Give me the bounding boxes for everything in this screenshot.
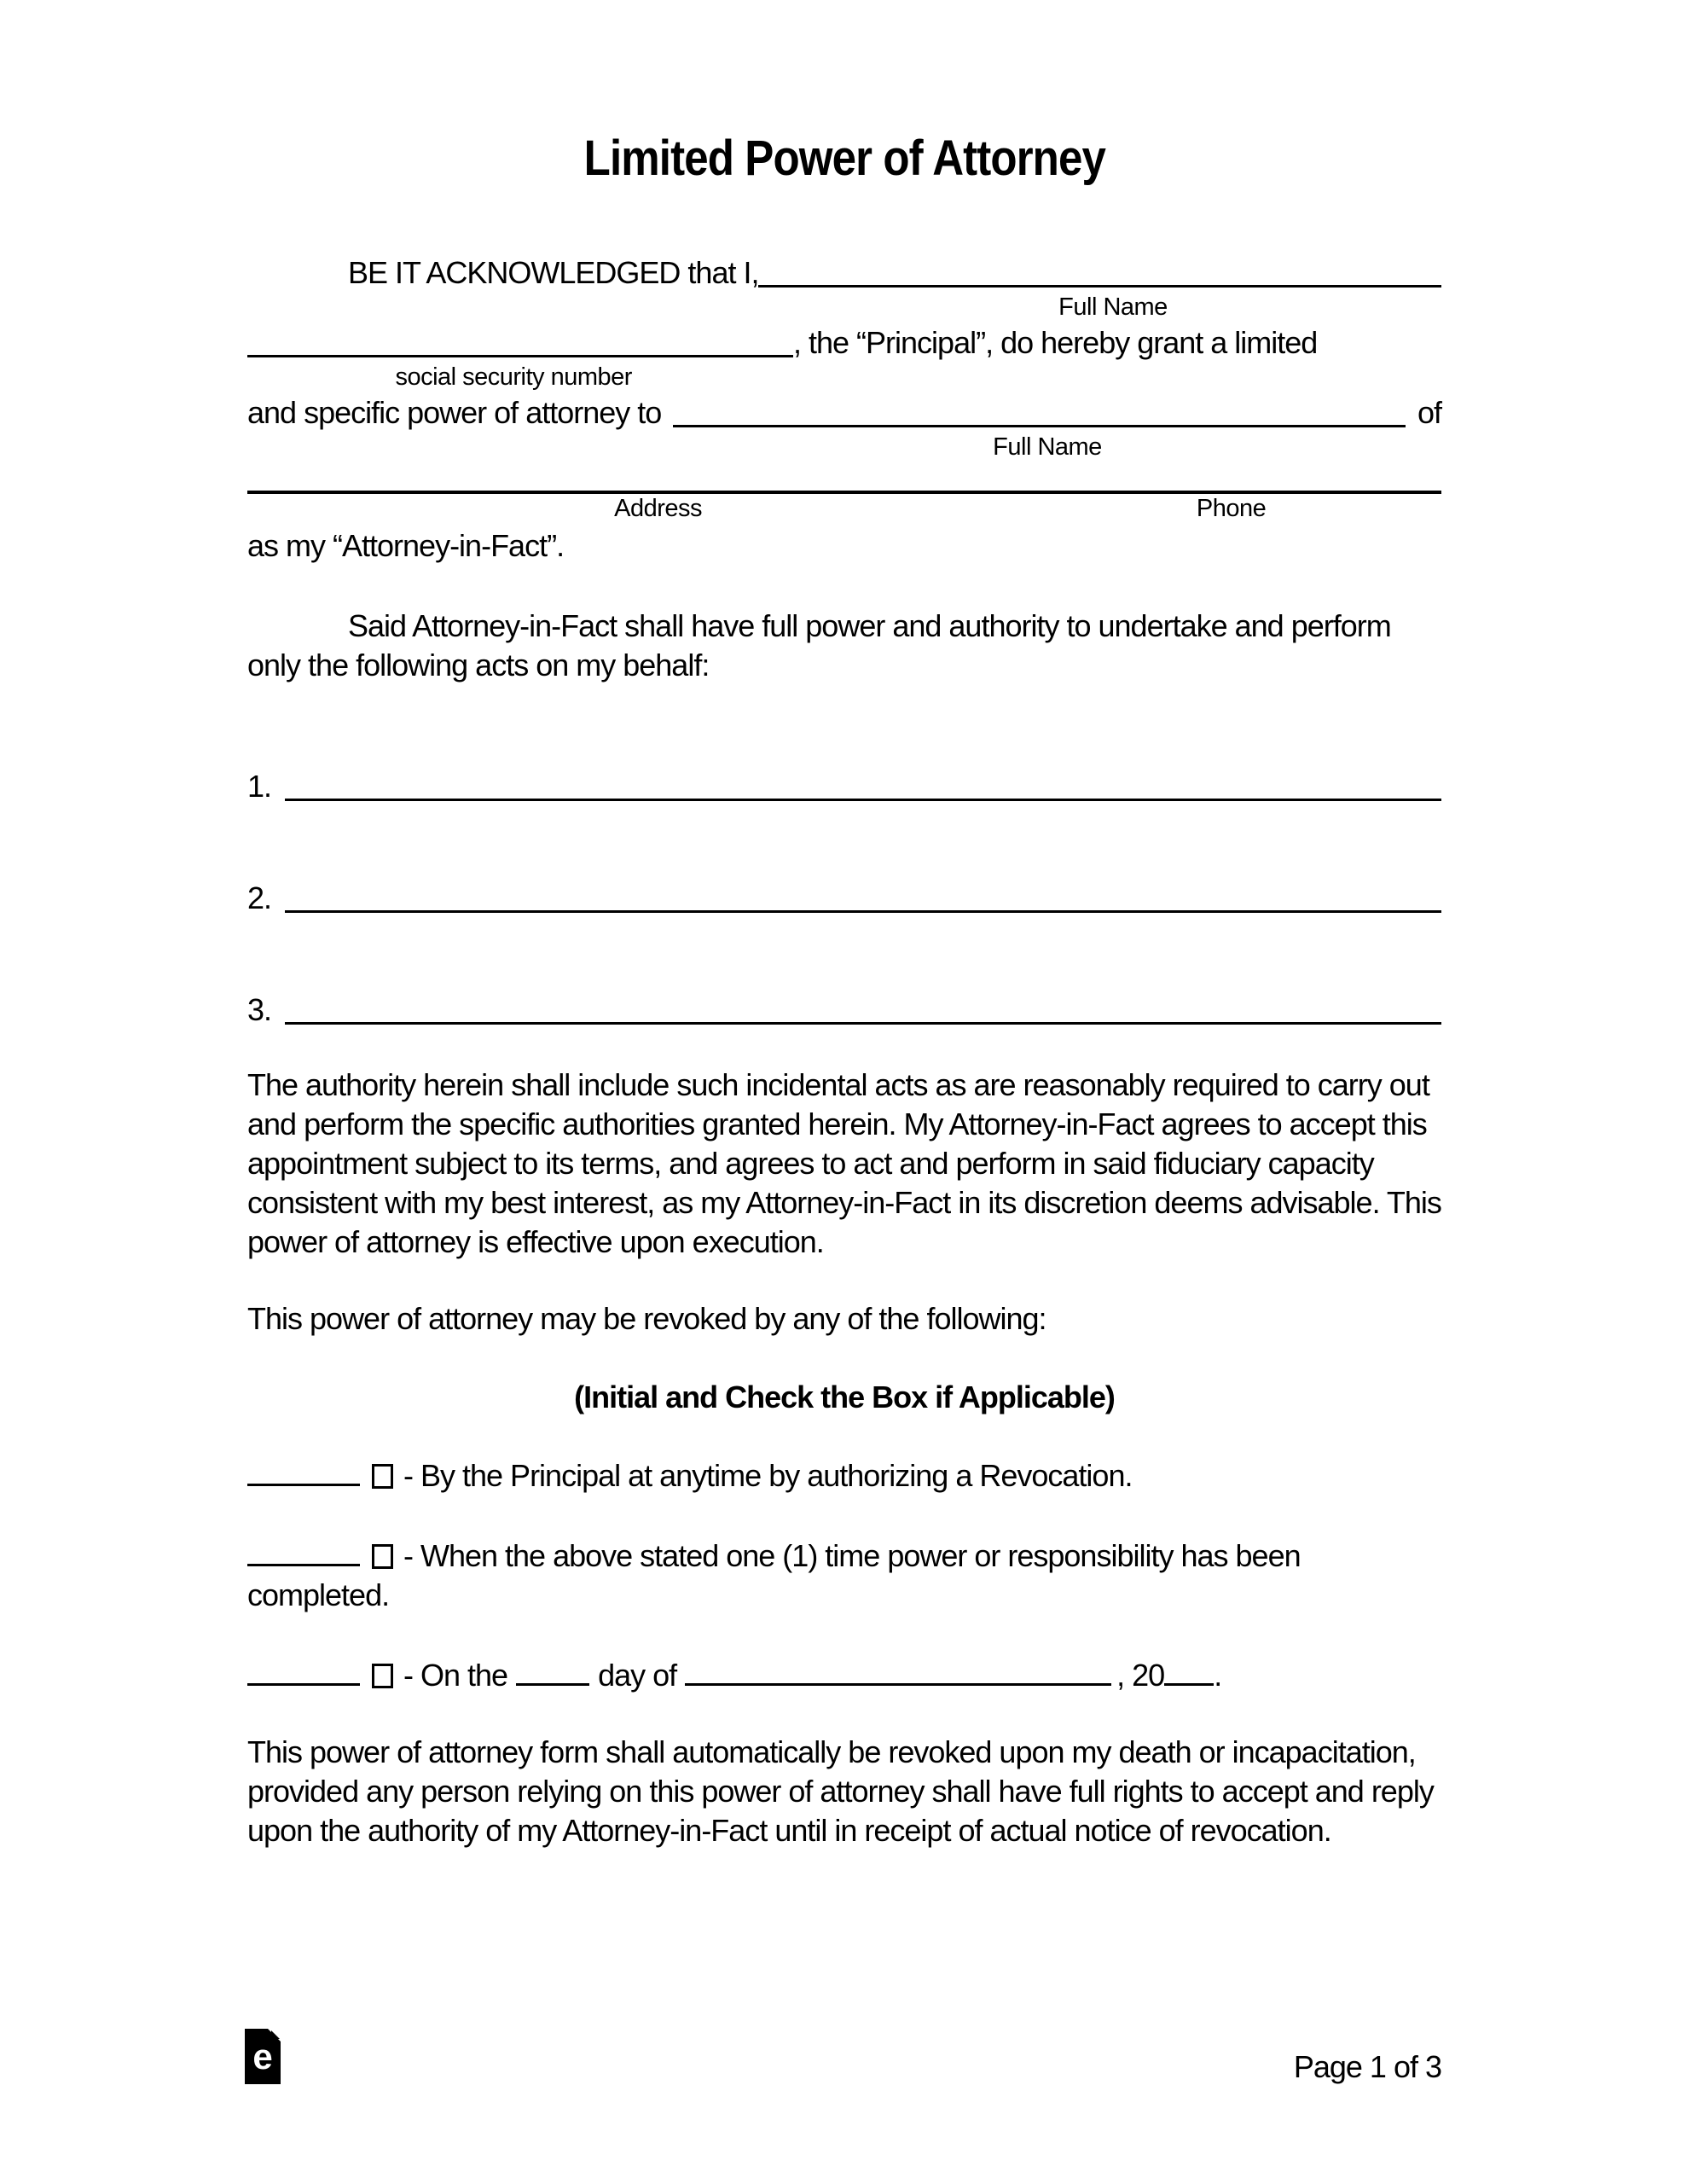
- logo-letter: e: [252, 2036, 273, 2077]
- year-blank[interactable]: [1164, 1661, 1214, 1686]
- act-1-blank[interactable]: [285, 770, 1441, 801]
- act-number-2: 2.: [247, 880, 272, 915]
- address-label: Address: [614, 495, 703, 522]
- ssn-blank[interactable]: [247, 326, 793, 357]
- act-3-blank[interactable]: [285, 993, 1441, 1025]
- act-item-1: [247, 767, 1441, 806]
- attorney-name-blank[interactable]: [673, 396, 1406, 427]
- revocation-option-3-text-d: .: [1214, 1658, 1222, 1693]
- checkbox-icon-2[interactable]: [372, 1544, 393, 1569]
- revocation-option-3-text-c: , 20: [1116, 1658, 1165, 1693]
- authority-paragraph: The authority herein shall include such incidental acts as are reasonably required to carry out and perform the specific authorities granted herein. My Attorney-in-Fact agrees to accept this appointment subject to its terms, and agrees to act and perform in said fiduciary capacity consistent with my best interest, as my Attorney-in-Fact in its discretion deems advisable. This power of attorney is effective upon execution.: [247, 1067, 1441, 1259]
- revocation-option-2-text: - When the above stated one (1) time power or responsibility has been completed.: [247, 1538, 1301, 1612]
- attorney-grant-of-text: of: [1417, 395, 1441, 430]
- attorney-grant-line: [247, 393, 1441, 433]
- appointment-paragraph: Said Attorney-in-Fact shall have full power and authority to undertake and perform only the following acts on my behalf:: [247, 608, 1391, 682]
- principal-name-label: Full Name: [1058, 293, 1168, 321]
- acts-list: [247, 767, 1441, 1030]
- act-2-blank[interactable]: [285, 881, 1441, 913]
- act-number-3: 3.: [247, 992, 272, 1027]
- revocation-option-principal: [247, 1456, 1441, 1496]
- revocation-intro-paragraph: This power of attorney may be revoked by any of the following:: [247, 1301, 1046, 1336]
- checkbox-icon-3[interactable]: [372, 1664, 393, 1688]
- revocation-option-3-text-b: day of: [598, 1658, 677, 1693]
- page-title-text: Limited Power of Attorney: [583, 131, 1105, 186]
- initials-blank-3[interactable]: [247, 1661, 360, 1686]
- acknowledgement-text: BE IT ACKNOWLEDGED that I,: [348, 255, 759, 290]
- attorney-name-label: Full Name: [993, 433, 1102, 461]
- revocation-option-completed: [247, 1536, 1441, 1615]
- revocation-option-3-text-a: - On the: [403, 1658, 508, 1693]
- page-number: Page 1 of 3: [1293, 2049, 1441, 2084]
- principal-name-blank[interactable]: [758, 256, 1441, 288]
- act-item-2: [247, 879, 1441, 918]
- eforms-logo: [245, 2029, 281, 2084]
- phone-label: Phone: [1196, 495, 1267, 522]
- initials-blank-2[interactable]: [247, 1542, 360, 1566]
- principal-name-label-row: [247, 293, 1441, 323]
- acknowledgement-line: [247, 253, 1441, 293]
- month-blank[interactable]: [685, 1661, 1111, 1686]
- ssn-label-row: [247, 363, 1441, 393]
- act-number-1: 1.: [247, 769, 272, 804]
- day-blank[interactable]: [516, 1661, 589, 1686]
- attorney-name-label-row: [247, 433, 1441, 463]
- revocation-option-date: [247, 1656, 1441, 1695]
- principal-clause-text: , the “Principal”, do hereby grant a limited: [793, 325, 1318, 360]
- attorney-in-fact-line: as my “Attorney-in-Fact”.: [247, 528, 565, 563]
- act-item-3: [247, 990, 1441, 1030]
- attorney-grant-text: and specific power of attorney to: [247, 395, 662, 430]
- page-title: [247, 131, 1441, 186]
- termination-paragraph: This power of attorney form shall automatically be revoked upon my death or incapacitation, provided any person relying on this power of attorney shall have full rights to accept and reply upon the authority of my Attorney-in-Fact until in receipt of actual notice of revocation.: [247, 1734, 1434, 1848]
- ssn-label: social security number: [395, 363, 632, 391]
- initial-check-heading: (Initial and Check the Box if Applicable): [574, 1380, 1115, 1414]
- address-phone-label-row: [247, 494, 1441, 525]
- checkbox-icon-1[interactable]: [372, 1464, 393, 1489]
- ssn-line: [247, 323, 1441, 363]
- initials-blank-1[interactable]: [247, 1461, 360, 1486]
- revocation-option-1-text: - By the Principal at anytime by authorizing a Revocation.: [403, 1458, 1133, 1493]
